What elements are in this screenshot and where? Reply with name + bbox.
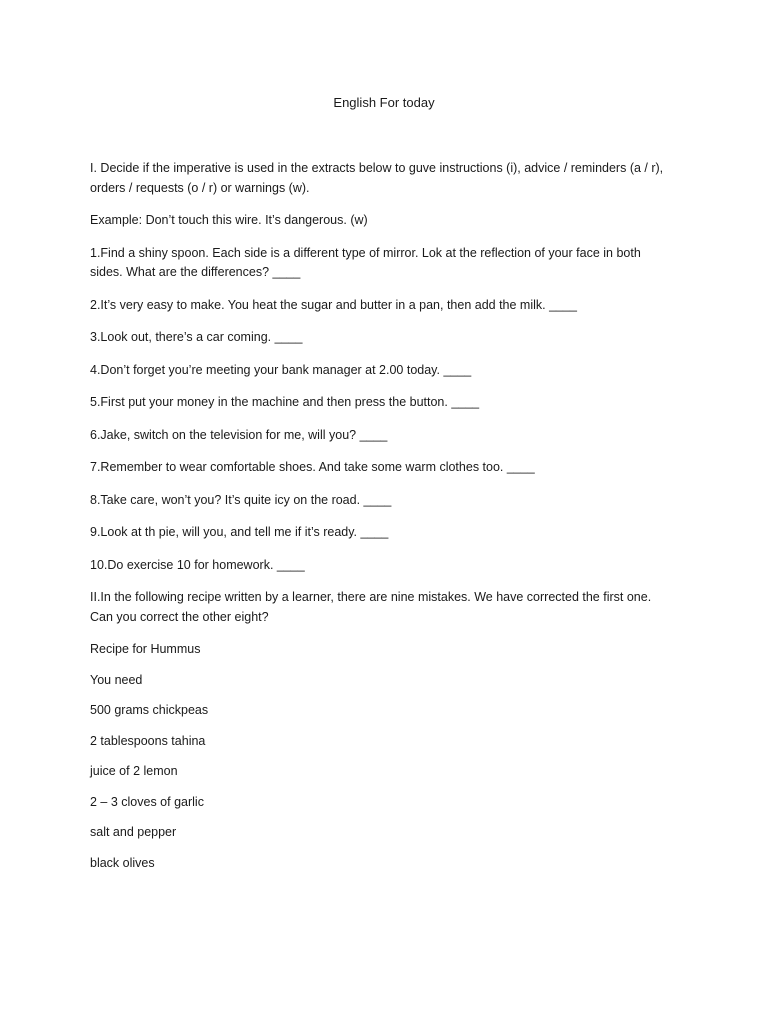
recipe-ingredient: salt and pepper bbox=[90, 825, 177, 839]
section2-instructions bbox=[90, 588, 690, 627]
exercise-item-line: 5.First put your money in the machine and then press the button. ____ bbox=[90, 395, 480, 409]
exercise-item-9 bbox=[90, 523, 690, 543]
exercise-item-2 bbox=[90, 296, 690, 316]
exercise-item-line: 7.Remember to wear comfortable shoes. And take some warm clothes too. ____ bbox=[90, 460, 535, 474]
exercise-item-line: 3.Look out, there’s a car coming. ____ bbox=[90, 330, 303, 344]
exercise-item-1 bbox=[90, 244, 690, 283]
exercise-item-4 bbox=[90, 361, 690, 381]
recipe-ingredient: 2 – 3 cloves of garlic bbox=[90, 794, 204, 809]
section1-instruction-line: I. Decide if the imperative is used in the extracts below to guve instructions (i), advice / reminders (a / r), bbox=[90, 161, 664, 175]
exercise-item-10 bbox=[90, 556, 690, 576]
section1-instructions bbox=[90, 159, 690, 198]
page-title: English For today bbox=[333, 95, 435, 110]
exercise-item-line: 6.Jake, switch on the television for me, will you? ____ bbox=[90, 427, 388, 442]
document-body bbox=[90, 159, 690, 884]
exercise-item-line: 10.Do exercise 10 for homework. ____ bbox=[90, 557, 305, 572]
section1-instruction-line: orders / requests (o / r) or warnings (w). bbox=[90, 180, 310, 195]
exercise-item-line: 8.Take care, won’t you? It’s quite icy on the road. ____ bbox=[90, 492, 392, 507]
exercise-item-line: 4.Don’t forget you’re meeting your bank manager at 2.00 today. ____ bbox=[90, 362, 472, 377]
recipe-ingredient: 2 tablespoons tahina bbox=[90, 733, 206, 748]
exercise-item-7 bbox=[90, 458, 690, 478]
exercise-item-6 bbox=[90, 426, 690, 446]
exercise-item-3 bbox=[90, 328, 690, 348]
exercise-item-line: sides. What are the differences? ____ bbox=[90, 265, 301, 279]
recipe-subheading: You need bbox=[90, 672, 143, 687]
section2-instruction-line: Can you correct the other eight? bbox=[90, 609, 269, 624]
exercise-item-line: 1.Find a shiny spoon. Each side is a different type of mirror. Lok at the reflection of your face in both bbox=[90, 245, 641, 260]
exercise-item-5 bbox=[90, 393, 690, 413]
recipe-title: Recipe for Hummus bbox=[90, 642, 201, 656]
recipe-ingredient: black olives bbox=[90, 855, 155, 870]
recipe-ingredient: 500 grams chickpeas bbox=[90, 703, 209, 717]
example-text: Example: Don’t touch this wire. It’s dangerous. (w) bbox=[90, 213, 368, 227]
exercise-item-line: 9.Look at th pie, will you, and tell me if it’s ready. ____ bbox=[90, 525, 389, 539]
exercise-item-line: 2.It’s very easy to make. You heat the sugar and butter in a pan, then add the milk. ____ bbox=[90, 297, 577, 312]
exercise-item-8 bbox=[90, 491, 690, 511]
section2-instruction-line: II.In the following recipe written by a learner, there are nine mistakes. We have corrected the first one. bbox=[90, 590, 652, 604]
recipe-ingredient: juice of 2 lemon bbox=[90, 764, 178, 778]
example-line bbox=[90, 211, 690, 231]
recipe-list bbox=[90, 640, 690, 884]
